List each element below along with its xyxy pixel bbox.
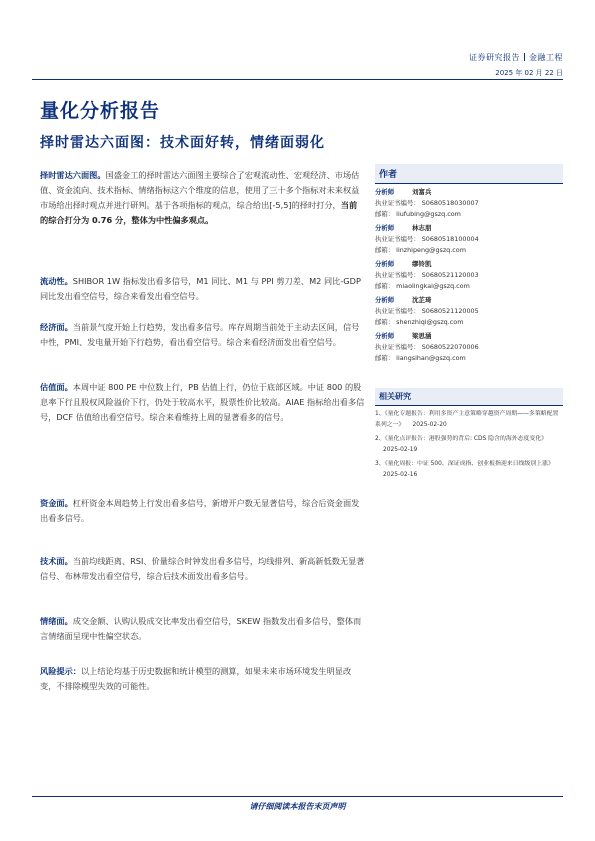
analyst-card — [375, 295, 563, 328]
summary-paragraph-sentiment — [40, 614, 365, 644]
summary-paragraph-economy — [40, 320, 365, 350]
analyst-role: 分析师 — [375, 224, 395, 232]
email-label: 邮箱： — [375, 282, 395, 290]
paragraph-lead: 流动性。 — [40, 276, 73, 286]
footer-rule — [32, 796, 563, 797]
paragraph-lead: 技术面。 — [40, 556, 73, 566]
analyst-email[interactable]: liangsihan@gszq.com — [396, 354, 466, 362]
license-label: 执业证书编号： — [375, 235, 420, 243]
paragraph-lead: 估值面。 — [40, 382, 73, 392]
paragraph-highlight: 当前的综合打分为 0.76 分，整体为中性偏多观点。 — [40, 200, 358, 225]
analyst-license: S0680521120005 — [421, 307, 479, 315]
analyst-name: 沈芷琦 — [412, 296, 432, 304]
related-item[interactable] — [375, 409, 563, 431]
analyst-card — [375, 331, 563, 364]
report-category: 证券研究报告 — [469, 53, 520, 62]
summary-paragraph-radar — [40, 168, 365, 228]
report-type: 量化分析报告 — [40, 100, 161, 122]
report-subcategory: 金融工程 — [529, 53, 563, 62]
paragraph-lead: 情绪面。 — [40, 616, 73, 626]
paragraph-text: 当前景气度开始上行趋势，发出看多信号。库存周期当前处于主动去区间，信号中性，PMI、发电量开始下行趋势，看出看空信号。综合来看经济面发出看空信号。 — [40, 322, 360, 347]
report-meta — [469, 52, 563, 78]
license-label: 执业证书编号： — [375, 199, 420, 207]
page-title: 择时雷达六面图：技术面好转，情绪面弱化 — [40, 135, 325, 151]
license-label: 执业证书编号： — [375, 343, 420, 351]
analyst-card — [375, 223, 563, 256]
related-heading: 相关研究 — [375, 388, 563, 406]
summary-paragraph-liquidity — [40, 274, 365, 304]
paragraph-text: 本周中证 800 PE 中位数上行，PB 估值上行，仍位于底部区域。中证 800 的股息率下行且股权风险溢价下行，仍处于较高水平，股票性价比较高。AIAE 指标给出看多信号，DCF 估值给出看空信号。综合来看维持上周的显著看多的信号。 — [40, 382, 365, 422]
email-label: 邮箱： — [375, 318, 395, 326]
paragraph-text: 杠杆资金本周趋势上行发出看多信号，新增开户数无显著信号，综合后资金面发出看多信号。 — [40, 498, 360, 523]
license-label: 执业证书编号： — [375, 271, 420, 279]
paragraph-lead: 择时雷达六面图。 — [40, 170, 106, 180]
analyst-card — [375, 259, 563, 292]
analyst-role: 分析师 — [375, 332, 395, 340]
footer-disclaimer: 请仔细阅读本报告末页声明 — [249, 802, 346, 811]
analyst-license: S0680522070006 — [421, 343, 479, 351]
summary-paragraph-capital — [40, 496, 365, 526]
related-item[interactable] — [375, 434, 563, 456]
related-title: 3、《量化周报：中证 500、深证成指、创业板指迎来日线级别上涨》 — [375, 461, 554, 467]
analyst-license: S0680518100004 — [421, 235, 479, 243]
related-date: 2025-02-16 — [383, 472, 418, 478]
analyst-role: 分析师 — [375, 188, 395, 196]
analyst-name: 林志朋 — [412, 224, 432, 232]
email-label: 邮箱： — [375, 246, 395, 254]
paragraph-text: SHIBOR 1W 指标发出看多信号，M1 同比、M1 与 PPI 剪刀差、M2 同比-GDP 同比发出看空信号，综合来看发出看空信号。 — [40, 276, 361, 301]
analyst-email[interactable]: liufubing@gszq.com — [396, 210, 461, 218]
paragraph-lead: 风险提示： — [40, 666, 81, 676]
paragraph-text: 国盛金工的择时雷达六面图主要综合了宏观流动性、宏观经济、市场估值、资金流向、技术指标、情绪指标这六个维度的信息，使用了三十多个指标对未来权益市场给出择时观点并进行研判。基于各项指标的观点，综合给出[-5,5]的择时打分， — [40, 170, 360, 210]
analyst-name: 缪铃凯 — [412, 260, 432, 268]
email-label: 邮箱： — [375, 210, 395, 218]
related-date: 2025-02-20 — [412, 422, 447, 428]
analyst-license: S0680521120003 — [421, 271, 479, 279]
report-date: 2025 年 02 月 22 日 — [495, 69, 563, 77]
analyst-card — [375, 187, 563, 220]
related-title: 2、《量化点评报告：港股强势的背后: CDS 隐含的海外态度变化》 — [375, 436, 548, 442]
analyst-name: 刘富兵 — [412, 188, 432, 196]
paragraph-text: 当前均线距离、RSI、价量综合时钟发出看多信号，均线排列、新高新低数无显著信号、布林带发出看空信号，综合后技术面发出看多信号。 — [40, 556, 365, 581]
header-rule — [32, 79, 563, 80]
analyst-license: S0680518030007 — [421, 199, 479, 207]
related-research-panel — [375, 388, 563, 481]
related-item[interactable] — [375, 459, 563, 481]
meta-divider — [524, 53, 525, 61]
paragraph-text: 以上结论均基于历史数据和统计模型的测算，如果未来市场环境发生明显改变，不排除模型失效的可能性。 — [40, 666, 352, 691]
summary-paragraph-technical — [40, 554, 365, 584]
license-label: 执业证书编号： — [375, 307, 420, 315]
related-date: 2025-02-19 — [383, 447, 418, 453]
paragraph-lead: 资金面。 — [40, 498, 73, 508]
analyst-name: 梁思涵 — [412, 332, 432, 340]
related-title: 1、《量化专题报告：利用多资产主意策略穿越资产周期——多策略配置系列之一》 — [375, 411, 559, 428]
analyst-email[interactable]: shenzhiqi@gszq.com — [396, 318, 464, 326]
analyst-role: 分析师 — [375, 260, 395, 268]
analyst-email[interactable]: miaolingkai@gszq.com — [396, 282, 470, 290]
paragraph-text: 成交金额、认购认股成交比率发出看空信号，SKEW 指数发出看多信号，整体而言情绪面呈现中性偏空状态。 — [40, 616, 362, 641]
paragraph-lead: 经济面。 — [40, 322, 73, 332]
analyst-email[interactable]: linzhipeng@gszq.com — [396, 246, 466, 254]
summary-paragraph-valuation — [40, 380, 365, 425]
analyst-role: 分析师 — [375, 296, 395, 304]
authors-panel — [375, 164, 563, 364]
email-label: 邮箱： — [375, 354, 395, 362]
authors-heading: 作者 — [375, 164, 563, 184]
summary-paragraph-risk — [40, 664, 365, 694]
